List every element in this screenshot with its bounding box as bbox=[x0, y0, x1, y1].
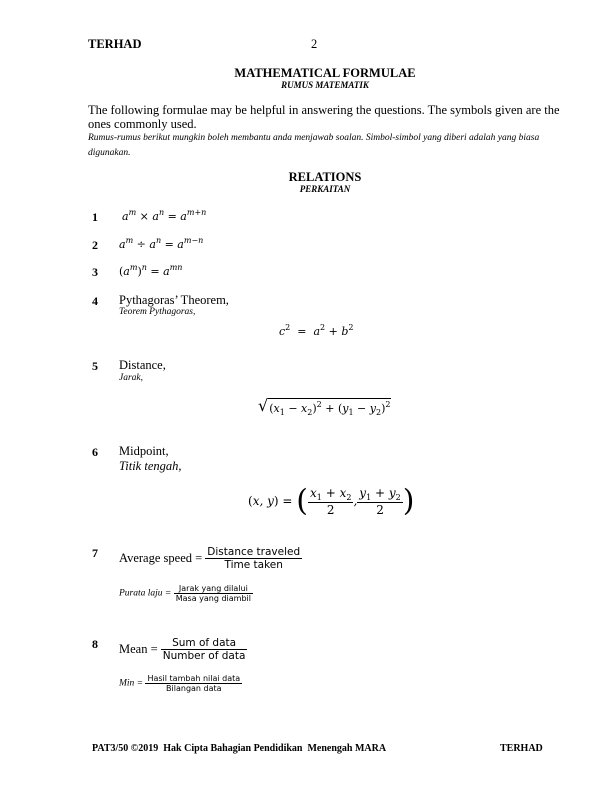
formula-6-expression: (x, y) = ( $\frac{x_1 + x_2}{2}$ , $\frac{y_1 + y_2}{2}$ ) bbox=[248, 483, 415, 519]
footer-classification: TERHAD bbox=[500, 743, 543, 754]
intro-malay: Rumus-rumus berikut mungkin boleh membantu anda menjawab soalan. Simbol-simbol yang diberi adalah yang biasa digunakan. bbox=[88, 133, 540, 158]
footer-copyright: PAT3/50 ©2019 Hak Cipta Bahagian Pendidikan Menengah MARA bbox=[92, 743, 387, 754]
formula-5-label-malay: Jarak, bbox=[119, 373, 144, 383]
formula-2-number: 2 bbox=[92, 238, 98, 252]
formula-3-expression: $(a^m)^n = a^{mn}$ bbox=[119, 263, 183, 278]
formula-6-number: 6 bbox=[92, 445, 98, 459]
formula-7-label-malay: Purata laju = bbox=[119, 588, 172, 599]
formula-7-denominator: Time taken bbox=[224, 559, 283, 571]
formula-5-expression: √ $(x_1 - x_2)^2 + (y_1 - y_2)^2$ bbox=[258, 396, 391, 417]
intro-english: The following formulae may be helpful in answering the questions. The symbols given are the ones commonly used. bbox=[88, 103, 560, 131]
formula-8-label-malay: Min = bbox=[119, 678, 144, 689]
formula-5-label: Distance, bbox=[119, 358, 166, 372]
formula-3-number: 3 bbox=[92, 265, 98, 279]
formula-7-label: Average speed = bbox=[119, 551, 203, 565]
formula-6-label-malay: Titik tengah, bbox=[119, 459, 182, 473]
formula-1-expression: $a^m \times a^n = a^{m+n}$ bbox=[122, 208, 207, 223]
formula-4-label-malay: Teorem Pythagoras, bbox=[119, 307, 196, 317]
formula-8-denominator-malay: Bilangan data bbox=[166, 684, 222, 693]
formula-7-expression bbox=[119, 546, 302, 571]
formula-1-number: 1 bbox=[92, 210, 98, 224]
formula-8-numerator-malay: Hasil tambah nilai data bbox=[147, 674, 241, 683]
formula-7-denominator-malay: Masa yang diambil bbox=[175, 594, 251, 603]
formula-8-number: 8 bbox=[92, 637, 98, 651]
formula-8-expression bbox=[119, 637, 247, 662]
formula-4-label: Pythagoras’ Theorem, bbox=[119, 293, 229, 307]
formula-7-numerator-malay: Jarak yang dilalui bbox=[174, 584, 253, 594]
formula-4-expression: $c^2 = a^2 + b^2$ bbox=[279, 323, 354, 338]
formula-8-numerator: Sum of data bbox=[161, 637, 248, 650]
formula-4-number: 4 bbox=[92, 294, 98, 308]
formula-2-expression: $a^m \div a^n = a^{m-n}$ bbox=[119, 236, 204, 251]
formula-7-number: 7 bbox=[92, 546, 98, 560]
formula-5-number: 5 bbox=[92, 359, 98, 373]
formula-8-label: Mean = bbox=[119, 642, 158, 656]
page-number: 2 bbox=[311, 37, 318, 51]
formula-7-numerator: Distance traveled bbox=[207, 546, 301, 558]
formula-6-label: Midpoint, bbox=[119, 444, 169, 458]
page-subtitle: RUMUS MATEMATIK bbox=[281, 80, 369, 90]
header-classification: TERHAD bbox=[88, 37, 142, 51]
formula-8-denominator: Number of data bbox=[162, 650, 246, 662]
formula-7-expression-malay bbox=[119, 584, 253, 603]
formula-8-expression-malay bbox=[119, 674, 242, 693]
section-subtitle: PERKAITAN bbox=[299, 184, 351, 194]
section-title: RELATIONS bbox=[288, 170, 362, 184]
page-title: MATHEMATICAL FORMULAE bbox=[234, 66, 416, 80]
